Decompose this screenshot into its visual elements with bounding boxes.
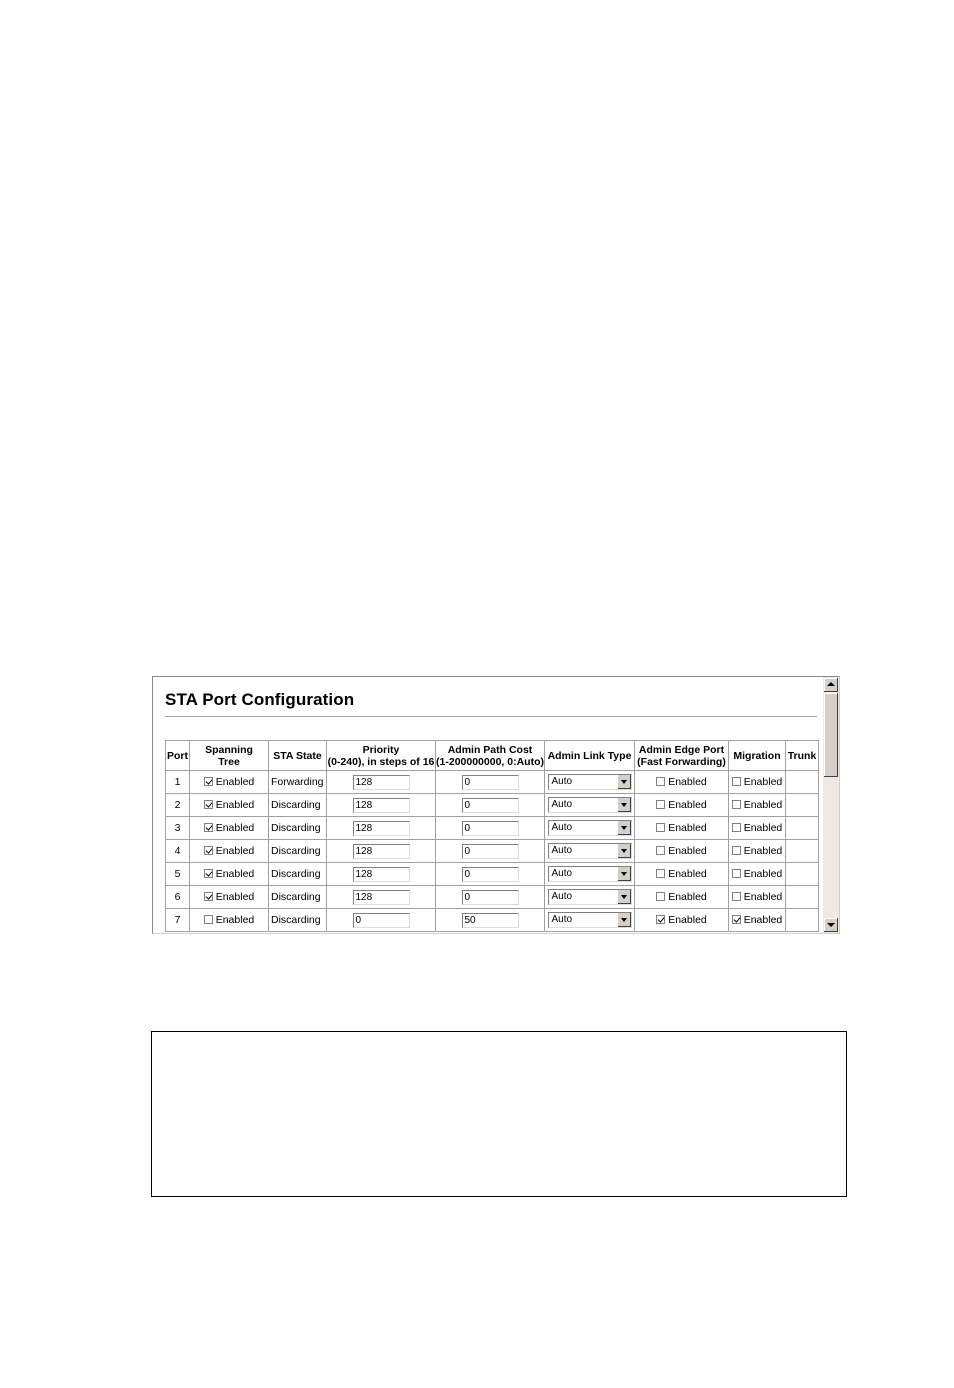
checkbox-icon[interactable] <box>656 800 665 809</box>
checkbox-icon[interactable] <box>732 823 741 832</box>
path-cost-input[interactable]: 0 <box>462 844 519 859</box>
path-cost-input[interactable]: 50 <box>462 913 519 928</box>
cell-priority <box>327 909 436 932</box>
link-type-value: Auto <box>551 776 573 787</box>
header-trunk: Trunk <box>786 741 819 771</box>
enabled-label: Enabled <box>215 914 255 927</box>
enabled-label: Enabled <box>743 799 783 812</box>
enabled-label: Enabled <box>215 891 255 904</box>
edge-port-checkbox[interactable] <box>656 845 707 857</box>
link-type-value: Auto <box>551 914 573 925</box>
checkbox-icon[interactable] <box>656 869 665 878</box>
priority-input[interactable]: 128 <box>353 844 410 859</box>
cell-link-type <box>545 840 635 863</box>
table-row <box>166 840 819 863</box>
path-cost-input[interactable]: 0 <box>462 821 519 836</box>
cell-port: 6 <box>166 886 190 909</box>
cell-priority <box>327 794 436 817</box>
cell-trunk <box>786 909 819 932</box>
enabled-label: Enabled <box>668 914 707 927</box>
cell-port: 5 <box>166 863 190 886</box>
cell-migration <box>729 840 786 863</box>
cell-migration <box>729 771 786 794</box>
migration-checkbox[interactable] <box>732 822 783 834</box>
chevron-down-icon[interactable] <box>617 913 631 927</box>
checkbox-icon[interactable] <box>732 846 741 855</box>
path-cost-input[interactable]: 0 <box>462 890 519 905</box>
checkbox-icon[interactable] <box>732 777 741 786</box>
path-cost-input[interactable]: 0 <box>462 867 519 882</box>
table-header-row <box>166 741 819 771</box>
enabled-label: Enabled <box>743 822 783 835</box>
spanning-tree-checkbox[interactable] <box>204 891 255 903</box>
cell-spanning-tree <box>190 840 269 863</box>
cell-port: 7 <box>166 909 190 932</box>
table-row <box>166 909 819 932</box>
link-type-select[interactable] <box>548 797 632 813</box>
header-migration: Migration <box>729 741 786 771</box>
chevron-down-icon[interactable] <box>617 821 631 835</box>
checkbox-icon[interactable] <box>732 800 741 809</box>
header-admin-edge-port: Admin Edge Port (Fast Forwarding) <box>635 741 729 771</box>
checkbox-icon[interactable] <box>732 915 741 924</box>
enabled-label: Enabled <box>743 845 783 858</box>
header-port: Port <box>166 741 190 771</box>
cell-priority <box>327 863 436 886</box>
checkbox-icon[interactable] <box>732 892 741 901</box>
cell-path-cost <box>436 817 545 840</box>
vertical-scrollbar[interactable] <box>823 677 839 933</box>
priority-input[interactable]: 128 <box>353 775 410 790</box>
edge-port-checkbox[interactable] <box>656 822 707 834</box>
cell-path-cost <box>436 886 545 909</box>
cell-trunk <box>786 840 819 863</box>
cell-spanning-tree <box>190 863 269 886</box>
priority-input[interactable]: 128 <box>353 867 410 882</box>
cell-trunk <box>786 771 819 794</box>
path-cost-input[interactable]: 0 <box>462 775 519 790</box>
chevron-down-icon[interactable] <box>617 798 631 812</box>
cell-migration <box>729 863 786 886</box>
cell-port: 4 <box>166 840 190 863</box>
cell-edge-port <box>635 840 729 863</box>
cell-priority <box>327 886 436 909</box>
cell-link-type <box>545 771 635 794</box>
enabled-label: Enabled <box>668 822 707 835</box>
cell-migration <box>729 886 786 909</box>
cell-trunk <box>786 794 819 817</box>
cell-path-cost <box>436 909 545 932</box>
cell-sta-state: Discarding <box>269 863 327 886</box>
migration-checkbox[interactable] <box>732 891 783 903</box>
checkbox-icon[interactable] <box>204 823 213 832</box>
enabled-label: Enabled <box>743 868 783 881</box>
migration-checkbox[interactable] <box>732 914 783 926</box>
link-type-value: Auto <box>551 891 573 902</box>
cell-spanning-tree <box>190 909 269 932</box>
port-table-wrapper <box>165 740 819 932</box>
cell-port: 2 <box>166 794 190 817</box>
cell-link-type <box>545 909 635 932</box>
cell-path-cost <box>436 863 545 886</box>
cell-edge-port <box>635 863 729 886</box>
enabled-label: Enabled <box>668 868 707 881</box>
link-type-select[interactable] <box>548 866 632 882</box>
chevron-down-icon[interactable] <box>617 844 631 858</box>
scrollbar-thumb[interactable] <box>824 693 838 777</box>
edge-port-checkbox[interactable] <box>656 799 707 811</box>
enabled-label: Enabled <box>668 845 707 858</box>
cell-migration <box>729 909 786 932</box>
cell-sta-state: Discarding <box>269 840 327 863</box>
priority-input[interactable]: 128 <box>353 798 410 813</box>
edge-port-checkbox[interactable] <box>656 891 707 903</box>
enabled-label: Enabled <box>743 776 783 789</box>
cell-priority <box>327 817 436 840</box>
cell-priority <box>327 840 436 863</box>
checkbox-icon[interactable] <box>732 869 741 878</box>
spanning-tree-checkbox[interactable] <box>204 822 255 834</box>
header-spanning-tree: Spanning Tree <box>190 741 269 771</box>
table-row <box>166 794 819 817</box>
cell-edge-port <box>635 771 729 794</box>
cell-migration <box>729 817 786 840</box>
cell-priority <box>327 771 436 794</box>
cell-edge-port <box>635 794 729 817</box>
cell-link-type <box>545 794 635 817</box>
table-row <box>166 817 819 840</box>
cell-path-cost <box>436 840 545 863</box>
cell-edge-port <box>635 817 729 840</box>
cell-link-type <box>545 817 635 840</box>
checkbox-icon[interactable] <box>656 823 665 832</box>
migration-checkbox[interactable] <box>732 845 783 857</box>
edge-port-checkbox[interactable] <box>656 868 707 880</box>
link-type-select[interactable] <box>548 889 632 905</box>
enabled-label: Enabled <box>215 845 255 858</box>
priority-input[interactable]: 128 <box>353 821 410 836</box>
spanning-tree-checkbox[interactable] <box>204 845 255 857</box>
cell-path-cost <box>436 794 545 817</box>
enabled-label: Enabled <box>668 799 707 812</box>
cell-trunk <box>786 817 819 840</box>
cell-migration <box>729 794 786 817</box>
cell-trunk <box>786 863 819 886</box>
spanning-tree-checkbox[interactable] <box>204 776 255 788</box>
checkbox-icon[interactable] <box>204 800 213 809</box>
enabled-label: Enabled <box>215 799 255 812</box>
cell-path-cost <box>436 771 545 794</box>
port-config-table <box>165 740 819 932</box>
chevron-down-icon[interactable] <box>617 890 631 904</box>
checkbox-icon[interactable] <box>656 892 665 901</box>
page-title: STA Port Configuration <box>165 690 355 709</box>
cell-link-type <box>545 886 635 909</box>
path-cost-input[interactable]: 0 <box>462 798 519 813</box>
migration-checkbox[interactable] <box>732 776 783 788</box>
link-type-value: Auto <box>551 822 573 833</box>
spanning-tree-checkbox[interactable] <box>204 799 255 811</box>
link-type-select[interactable] <box>548 820 632 836</box>
edge-port-checkbox[interactable] <box>656 776 707 788</box>
checkbox-icon[interactable] <box>204 777 213 786</box>
link-type-select[interactable] <box>548 843 632 859</box>
cell-spanning-tree <box>190 771 269 794</box>
enabled-label: Enabled <box>215 776 255 789</box>
enabled-label: Enabled <box>668 776 707 789</box>
cell-sta-state: Discarding <box>269 817 327 840</box>
table-body <box>166 771 819 932</box>
cell-link-type <box>545 863 635 886</box>
enabled-label: Enabled <box>215 822 255 835</box>
priority-input[interactable]: 128 <box>353 890 410 905</box>
cell-sta-state: Discarding <box>269 909 327 932</box>
header-admin-link-type: Admin Link Type <box>545 741 635 771</box>
header-priority: Priority (0-240), in steps of 16 <box>327 741 436 771</box>
link-type-value: Auto <box>551 799 573 810</box>
cell-spanning-tree <box>190 817 269 840</box>
cell-spanning-tree <box>190 794 269 817</box>
header-admin-path-cost: Admin Path Cost (1-200000000, 0:Auto) <box>436 741 545 771</box>
cell-sta-state: Discarding <box>269 794 327 817</box>
checkbox-icon[interactable] <box>204 846 213 855</box>
enabled-label: Enabled <box>668 891 707 904</box>
table-row <box>166 863 819 886</box>
spanning-tree-checkbox[interactable] <box>204 868 255 880</box>
cell-trunk <box>786 886 819 909</box>
enabled-label: Enabled <box>743 891 783 904</box>
header-sta-state: STA State <box>269 741 327 771</box>
edge-port-checkbox[interactable] <box>656 914 707 926</box>
checkbox-icon[interactable] <box>656 915 665 924</box>
link-type-select[interactable] <box>548 774 632 790</box>
link-type-value: Auto <box>551 845 573 856</box>
enabled-label: Enabled <box>215 868 255 881</box>
chevron-down-icon[interactable] <box>617 775 631 789</box>
cell-spanning-tree <box>190 886 269 909</box>
scroll-up-arrow-icon[interactable] <box>824 678 838 692</box>
checkbox-icon[interactable] <box>656 777 665 786</box>
sta-port-config-window <box>152 676 840 934</box>
cell-sta-state: Discarding <box>269 886 327 909</box>
cell-port: 3 <box>166 817 190 840</box>
link-type-select[interactable] <box>548 912 632 928</box>
scroll-down-arrow-icon[interactable] <box>824 918 838 932</box>
cell-port: 1 <box>166 771 190 794</box>
cell-edge-port <box>635 909 729 932</box>
migration-checkbox[interactable] <box>732 868 783 880</box>
table-row <box>166 886 819 909</box>
spanning-tree-checkbox[interactable] <box>204 914 255 926</box>
cell-sta-state: Forwarding <box>269 771 327 794</box>
panel-content <box>153 677 823 933</box>
enabled-label: Enabled <box>743 914 783 927</box>
migration-checkbox[interactable] <box>732 799 783 811</box>
empty-note-box <box>151 1031 847 1197</box>
cell-edge-port <box>635 886 729 909</box>
checkbox-icon[interactable] <box>656 846 665 855</box>
chevron-down-icon[interactable] <box>617 867 631 881</box>
checkbox-icon[interactable] <box>204 915 213 924</box>
link-type-value: Auto <box>551 868 573 879</box>
title-divider <box>165 716 817 718</box>
checkbox-icon[interactable] <box>204 892 213 901</box>
table-row <box>166 771 819 794</box>
priority-input[interactable]: 0 <box>353 913 410 928</box>
checkbox-icon[interactable] <box>204 869 213 878</box>
